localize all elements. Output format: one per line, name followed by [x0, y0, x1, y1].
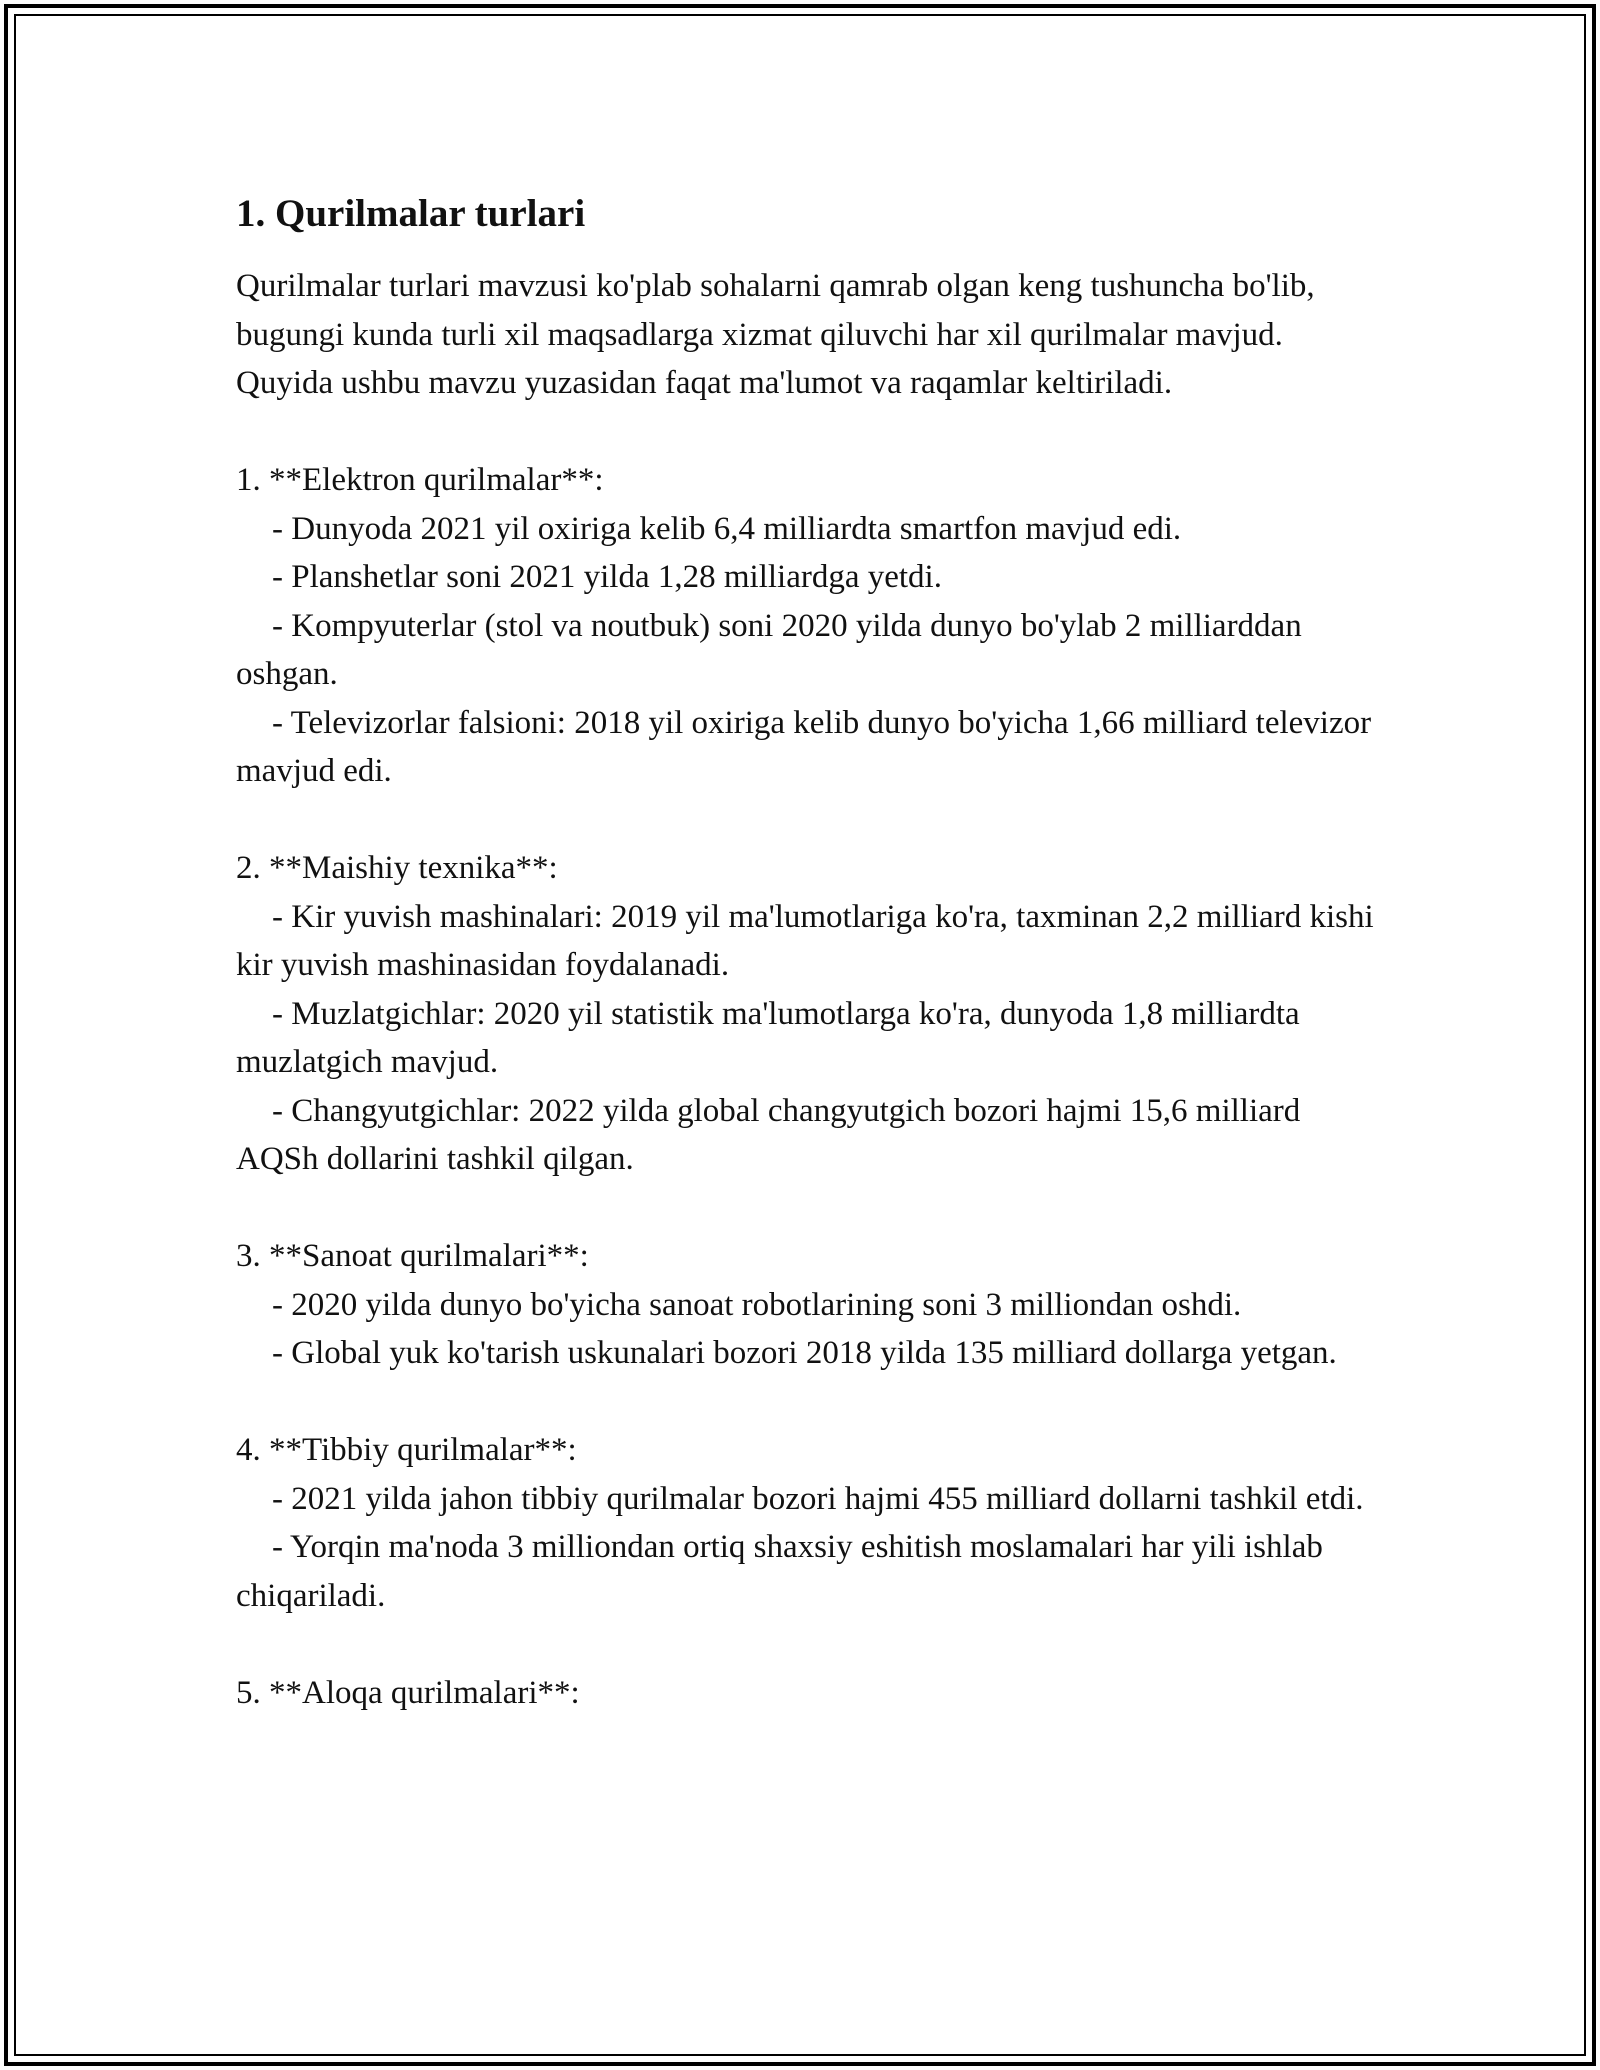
list-item: - Televizorlar falsioni: 2018 yil oxiriga kelib dunyo bo'yicha 1,66 milliard televizor mavjud edi. — [236, 704, 1372, 789]
list-item: - 2021 yilda jahon tibbiy qurilmalar bozori hajmi 455 milliard dollarni tashkil etdi. — [272, 1480, 1364, 1517]
section-medical — [236, 1426, 1376, 1620]
section-communication — [236, 1669, 1376, 1718]
list-item: - Global yuk ko'tarish uskunalari bozori 2018 yilda 135 milliard dollarga yetgan. — [272, 1335, 1337, 1371]
list-item: - Changyutgichlar: 2022 yilda global changyutgich bozori hajmi 15,6 milliard AQSh dollarini tashkil qilgan. — [236, 1092, 1301, 1177]
document-body — [236, 186, 1376, 1717]
section-title: 3. **Sanoat qurilmalari**: — [236, 1238, 589, 1274]
section-title: 4. **Tibbiy qurilmalar**: — [236, 1432, 577, 1468]
section-electronics — [236, 456, 1376, 796]
section-household — [236, 844, 1376, 1184]
spacer — [236, 1620, 1376, 1669]
section-title: 2. **Maishiy texnika**: — [236, 850, 558, 886]
list-item: - Yorqin ma'noda 3 milliondan ortiq shaxsiy eshitish moslamalari har yili ishlab chiqariladi. — [236, 1529, 1323, 1614]
list-item: - Kir yuvish mashinalari: 2019 yil ma'lumotlariga ko'ra, taxminan 2,2 milliard kishi kir yuvish mashinasidan foydalanadi. — [236, 898, 1374, 983]
spacer — [236, 408, 1376, 457]
intro-paragraph: Qurilmalar turlari mavzusi ko'plab sohalarni qamrab olgan keng tushuncha bo'lib, bugungi kunda turli xil maqsadlarga xizmat qiluvchi har xil qurilmalar mavjud. Quyida ushbu mavzu yuzasidan faqat ma'lumot va raqamlar keltiriladi. — [236, 268, 1315, 401]
list-item: - Kompyuterlar (stol va noutbuk) soni 2020 yilda dunyo bo'ylab 2 milliarddan oshgan. — [236, 607, 1302, 692]
section-title: 1. **Elektron qurilmalar**: — [236, 462, 604, 498]
page-title: 1. Qurilmalar turlari — [236, 192, 586, 235]
list-item: - Dunyoda 2021 yil oxiriga kelib 6,4 milliardta smartfon mavjud edi. — [272, 510, 1182, 547]
section-title: 5. **Aloqa qurilmalari**: — [236, 1674, 580, 1711]
list-item: - Muzlatgichlar: 2020 yil statistik ma'lumotlarga ko'ra, dunyoda 1,8 milliardta muzlatgich mavjud. — [236, 995, 1300, 1080]
spacer — [236, 796, 1376, 845]
spacer — [236, 1184, 1376, 1233]
spacer — [236, 1378, 1376, 1427]
section-industrial — [236, 1232, 1376, 1378]
list-item: - 2020 yilda dunyo bo'yicha sanoat robotlarining soni 3 milliondan oshdi. — [272, 1286, 1242, 1323]
list-item: - Planshetlar soni 2021 yilda 1,28 milliardga yetdi. — [272, 559, 942, 595]
